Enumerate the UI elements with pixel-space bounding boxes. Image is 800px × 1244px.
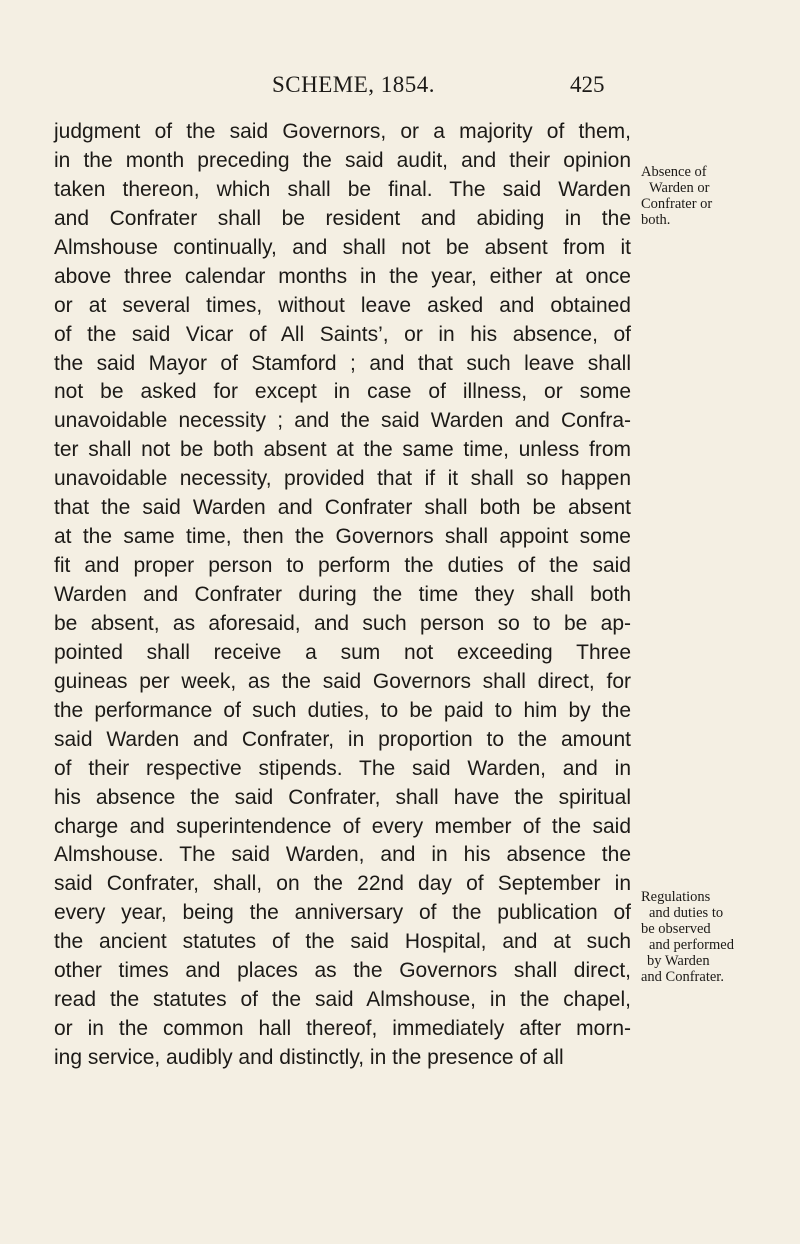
text-line: of the said Vicar of All Saints’, or in his absence, of xyxy=(54,322,631,346)
marginal-note-line: Confrater or xyxy=(641,196,713,212)
text-line: ing service, audibly and distinctly, in the presence of all xyxy=(54,1046,564,1069)
text-line: guineas per week, as the said Governors shall direct, for xyxy=(54,669,631,693)
text-line: and Confrater shall be resident and abiding in the xyxy=(54,206,631,230)
text-line: charge and superintendence of every member of the said xyxy=(54,814,631,838)
text-line: above three calendar months in the year, either at once xyxy=(54,264,631,288)
text-line: unavoidable necessity, provided that if it shall so happen xyxy=(54,467,631,491)
marginal-note-line: Warden or xyxy=(649,180,710,196)
text-line: other times and places as the Governors shall direct, xyxy=(54,959,631,983)
marginal-note-line: and duties to xyxy=(649,905,724,921)
text-line: Almshouse continually, and shall not be absent from it xyxy=(54,235,631,259)
text-line: pointed shall receive a sum not exceeding Three xyxy=(54,640,631,664)
text-line: taken thereon, which shall be final. The said Warden xyxy=(54,177,631,201)
body-text xyxy=(54,118,631,1073)
marginal-note-line: and Confrater. xyxy=(641,969,724,985)
text-line: Warden and Confrater during the time they shall both xyxy=(54,583,631,606)
text-line: fit and proper person to perform the duties of the said xyxy=(54,554,631,578)
page-header xyxy=(0,72,800,102)
text-line: that the said Warden and Confrater shall both be absent xyxy=(54,496,631,520)
text-line: said Confrater, shall, on the 22nd day of September in xyxy=(54,872,631,896)
marginal-note-absence xyxy=(641,164,791,228)
marginal-note-line: both. xyxy=(641,212,671,228)
text-line: in the month preceding the said audit, and their opinion xyxy=(54,148,631,172)
text-line: at the same time, then the Governors shall appoint some xyxy=(54,525,631,549)
text-line: judgment of the said Governors, or a majority of them, xyxy=(54,120,631,143)
page-number: 425 xyxy=(570,72,605,97)
running-head: SCHEME, 1854. xyxy=(272,72,436,97)
marginal-note-line: and performed xyxy=(649,937,734,953)
text-line: his absence the said Confrater, shall have the spiritual xyxy=(54,785,631,809)
text-line: unavoidable necessity ; and the said Warden and Confra- xyxy=(54,409,631,433)
marginal-note-line: Regulations xyxy=(641,889,711,905)
text-line: said Warden and Confrater, in proportion to the amount xyxy=(54,727,631,751)
text-line: be absent, as aforesaid, and such person so to be ap- xyxy=(54,611,631,635)
text-line: Almshouse. The said Warden, and in his absence the xyxy=(54,843,631,867)
marginal-note-line: be observed xyxy=(641,921,711,937)
text-line: the ancient statutes of the said Hospital, and at such xyxy=(54,930,631,954)
text-line: the said Mayor of Stamford ; and that such leave shall xyxy=(54,351,631,375)
marginal-note-regulations xyxy=(641,889,791,985)
text-line: of their respective stipends. The said Warden, and in xyxy=(54,756,631,780)
text-line: or in the common hall thereof, immediately after morn- xyxy=(54,1017,631,1041)
text-line: read the statutes of the said Almshouse, in the chapel, xyxy=(54,988,631,1012)
marginal-note-line: by Warden xyxy=(647,953,710,969)
marginal-note-line: Absence of xyxy=(641,164,707,180)
text-line: every year, being the anniversary of the publication of xyxy=(54,901,631,925)
text-line: or at several times, without leave asked and obtained xyxy=(54,293,631,317)
text-line: ter shall not be both absent at the same time, unless from xyxy=(54,438,631,462)
text-line: not be asked for except in case of illness, or some xyxy=(54,380,631,404)
text-line: the performance of such duties, to be paid to him by the xyxy=(54,698,631,722)
